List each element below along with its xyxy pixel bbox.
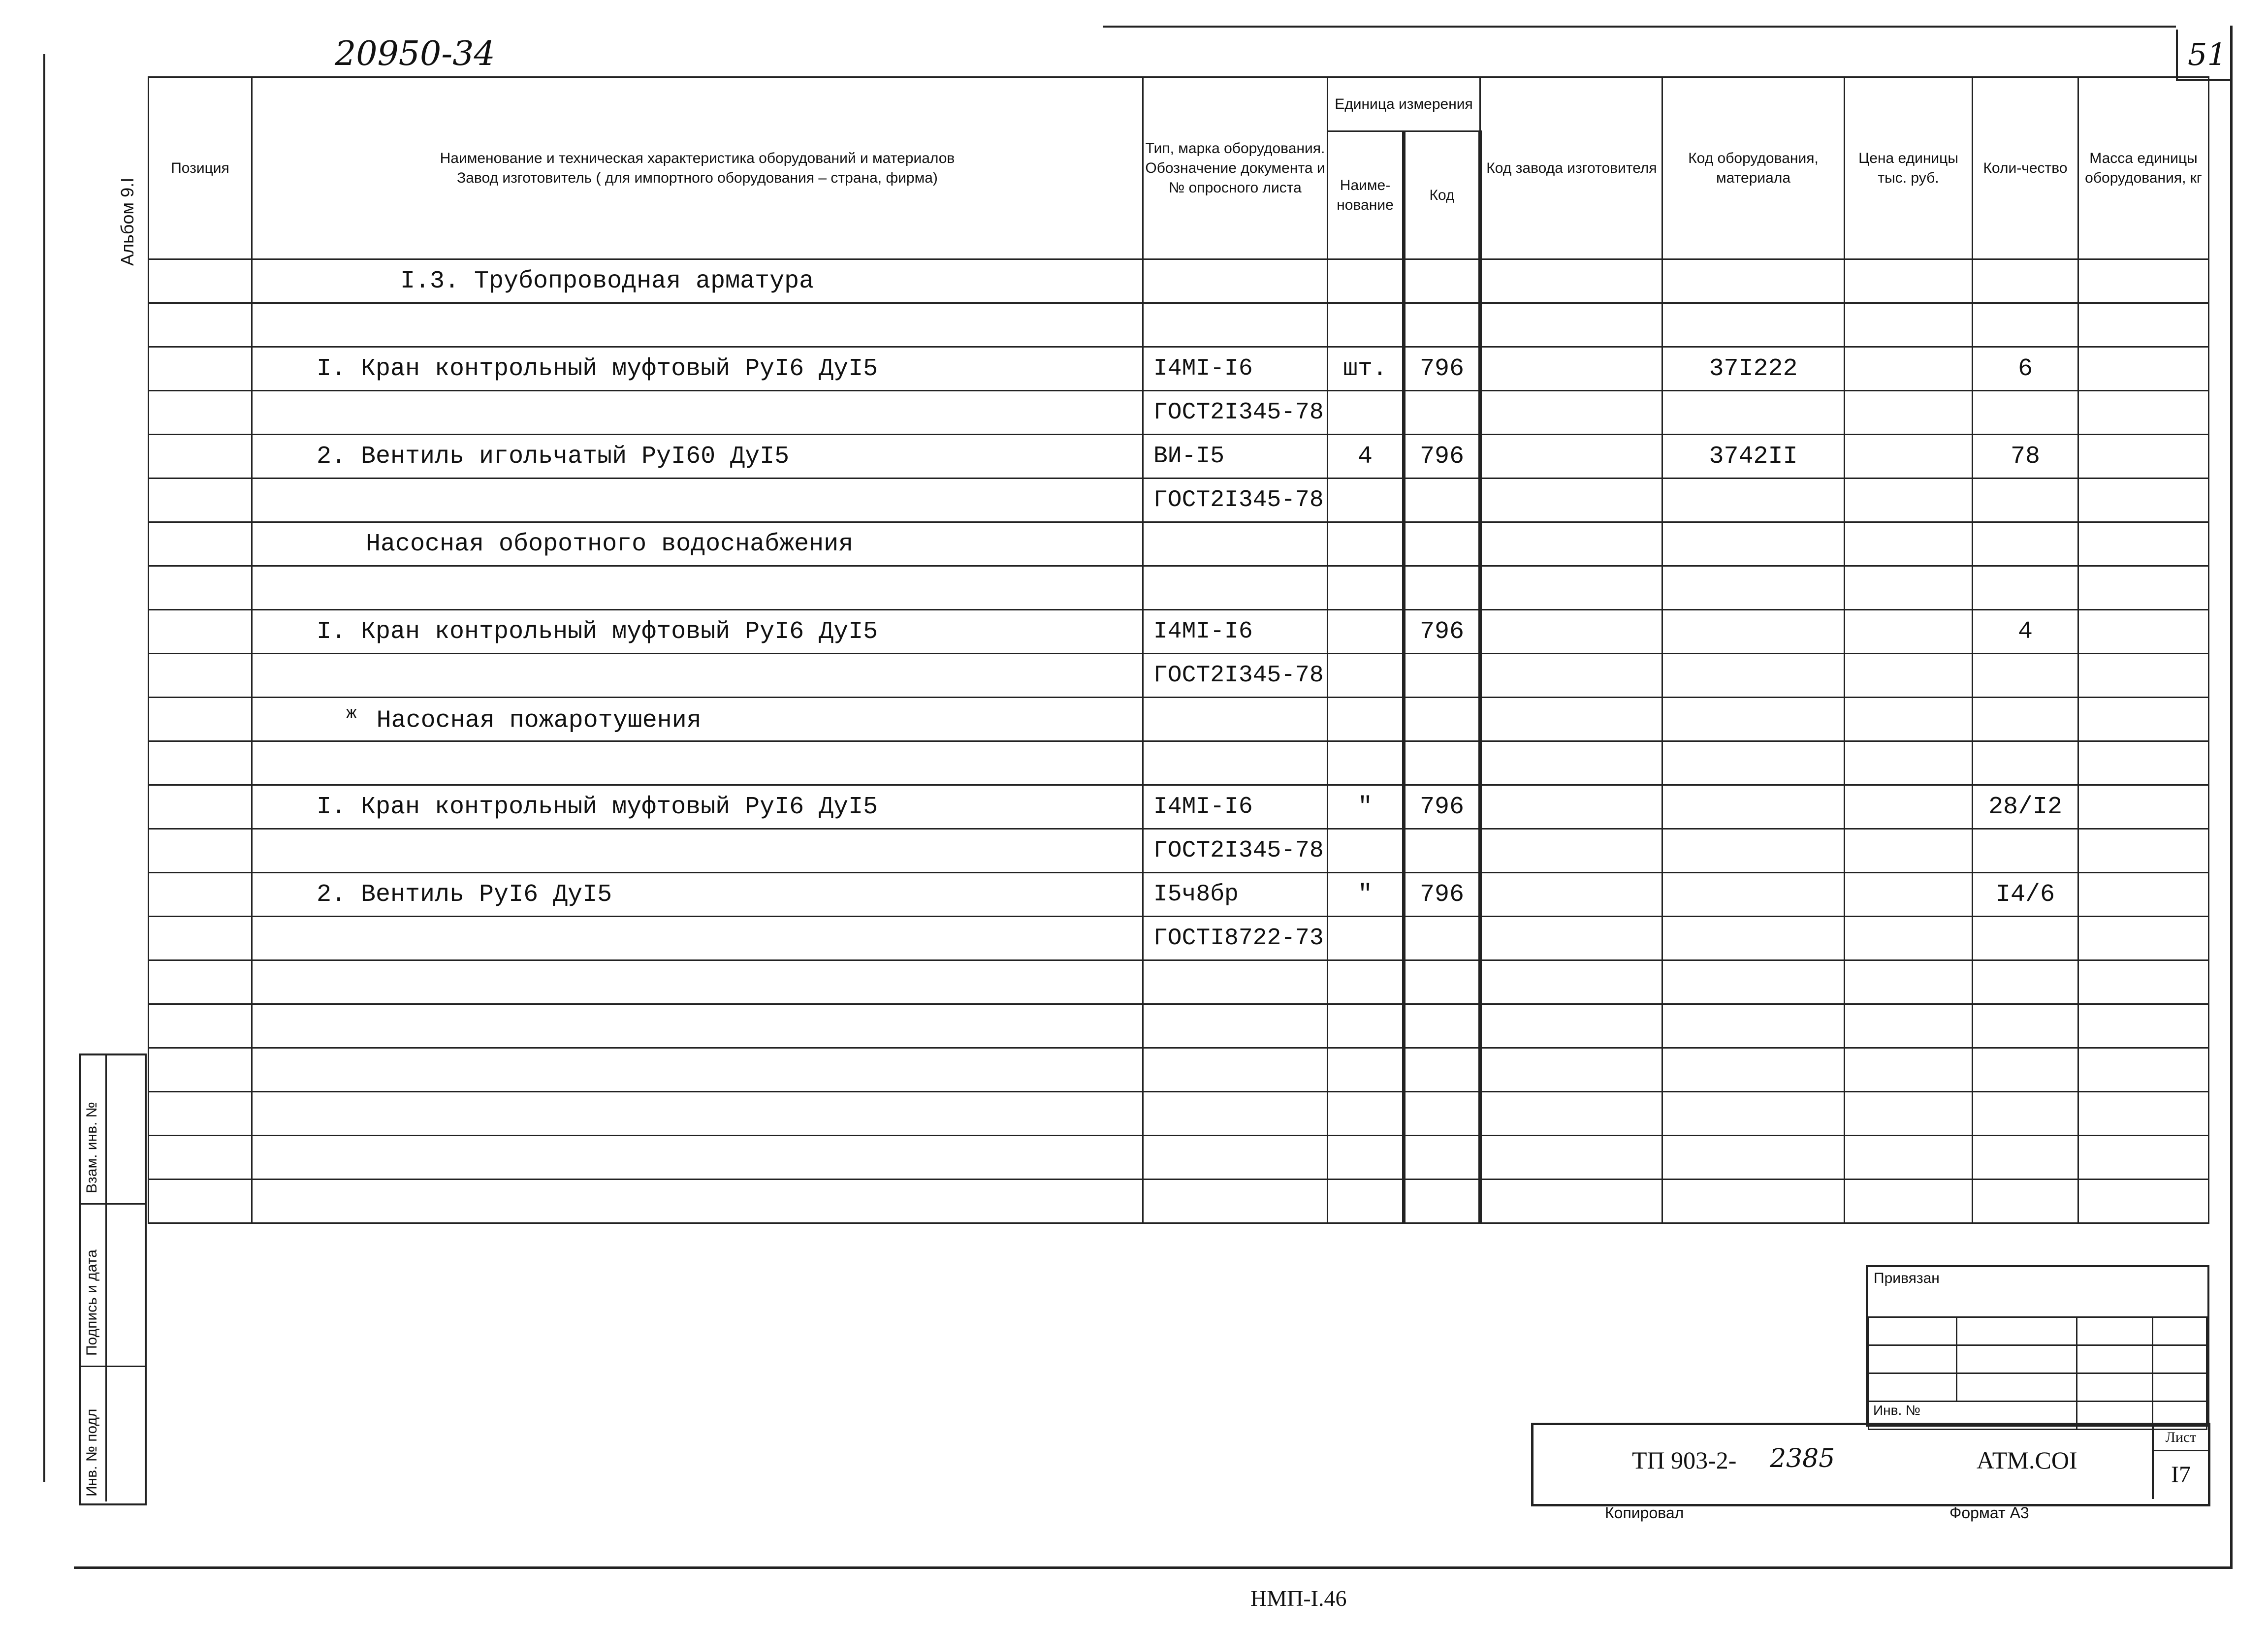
cell-unit-name bbox=[1328, 1048, 1404, 1092]
format-label: Формат А3 bbox=[1949, 1504, 2029, 1522]
cell-name bbox=[252, 522, 1143, 566]
cell-unit-name bbox=[1328, 698, 1404, 741]
cell-equipment-code bbox=[1662, 654, 1845, 698]
cell-position bbox=[149, 1136, 252, 1180]
cell-mark: ГОСТ2I345-78 bbox=[1143, 829, 1328, 873]
cell-mass bbox=[2078, 347, 2209, 391]
table-row bbox=[149, 479, 2209, 522]
header-unit-group: Единица измерения bbox=[1328, 77, 1480, 131]
cell-equipment-code: 3742II bbox=[1662, 435, 1845, 479]
cell-unit-code bbox=[1404, 1180, 1480, 1223]
cell-price bbox=[1845, 741, 1973, 785]
cell-equipment-code bbox=[1662, 917, 1845, 960]
table-row bbox=[149, 1048, 2209, 1092]
table-row bbox=[149, 698, 2209, 741]
cell-mass bbox=[2078, 435, 2209, 479]
cell-mass bbox=[2078, 829, 2209, 873]
table-row bbox=[149, 785, 2209, 829]
kopiroval-label: Копировал bbox=[1605, 1504, 1684, 1522]
cell-quantity bbox=[1973, 960, 2078, 1004]
cell-unit-code bbox=[1404, 698, 1480, 741]
cell-plant-code bbox=[1480, 917, 1662, 960]
binding-grid bbox=[1868, 1316, 2207, 1430]
cell-quantity bbox=[1973, 259, 2078, 303]
cell-price bbox=[1845, 1180, 1973, 1223]
cell-mark bbox=[1143, 1092, 1328, 1136]
cell-unit-code bbox=[1404, 303, 1480, 347]
cell-mass bbox=[2078, 259, 2209, 303]
cell-plant-code bbox=[1480, 741, 1662, 785]
cell-price bbox=[1845, 347, 1973, 391]
cell-mark: ГОСТ2I345-78 bbox=[1143, 479, 1328, 522]
sheet-label: Лист bbox=[2154, 1425, 2208, 1451]
cell-equipment-code bbox=[1662, 1004, 1845, 1048]
side-label-vzam: Взам. инв. № bbox=[84, 1102, 100, 1193]
cell-price bbox=[1845, 1048, 1973, 1092]
cell-plant-code bbox=[1480, 303, 1662, 347]
project-suffix: 2385 bbox=[1770, 1444, 1835, 1473]
privyazan-label: Привязан bbox=[1874, 1270, 1940, 1286]
cell-plant-code bbox=[1480, 1180, 1662, 1223]
header-unit-name: Наиме-нование bbox=[1328, 131, 1404, 259]
cell-unit-code: 796 bbox=[1404, 785, 1480, 829]
cell-quantity bbox=[1973, 829, 2078, 873]
table-row bbox=[149, 873, 2209, 917]
cell-plant-code bbox=[1480, 259, 1662, 303]
cell-position bbox=[149, 654, 252, 698]
cell-plant-code bbox=[1480, 654, 1662, 698]
cell-mark: ГОСТI8722-73 bbox=[1143, 917, 1328, 960]
cell-mark: I4МI-I6 bbox=[1143, 785, 1328, 829]
cell-mass bbox=[2078, 1180, 2209, 1223]
album-number: 20950-34 bbox=[335, 34, 495, 73]
cell-unit-name bbox=[1328, 1092, 1404, 1136]
cell-equipment-code: 37I222 bbox=[1662, 347, 1845, 391]
sheet-box bbox=[2152, 1425, 2208, 1499]
cell-position bbox=[149, 873, 252, 917]
cell-unit-name bbox=[1328, 566, 1404, 610]
cell-position bbox=[149, 698, 252, 741]
cell-plant-code bbox=[1480, 1004, 1662, 1048]
cell-price bbox=[1845, 610, 1973, 654]
cell-mass bbox=[2078, 1136, 2209, 1180]
table-row bbox=[149, 259, 2209, 303]
cell-position bbox=[149, 960, 252, 1004]
cell-mass bbox=[2078, 917, 2209, 960]
side-cell-inv-podl bbox=[81, 1366, 145, 1501]
left-margin-line bbox=[43, 54, 45, 1482]
cell-plant-code bbox=[1480, 698, 1662, 741]
table-row bbox=[149, 347, 2209, 391]
table-row bbox=[149, 741, 2209, 785]
inv-no-label: Инв. № bbox=[1869, 1402, 2077, 1430]
table-row bbox=[149, 960, 2209, 1004]
album-label: Альбом 9.I bbox=[117, 177, 137, 266]
cell-unit-name bbox=[1328, 960, 1404, 1004]
cell-price bbox=[1845, 917, 1973, 960]
cell-price bbox=[1845, 1004, 1973, 1048]
cell-position bbox=[149, 1004, 252, 1048]
cell-quantity bbox=[1973, 654, 2078, 698]
title-block-main bbox=[1531, 1423, 2210, 1506]
cell-quantity bbox=[1973, 1004, 2078, 1048]
cell-mass bbox=[2078, 873, 2209, 917]
cell-mark bbox=[1143, 960, 1328, 1004]
cell-unit-name: " bbox=[1328, 785, 1404, 829]
cell-quantity bbox=[1973, 917, 2078, 960]
cell-unit-code bbox=[1404, 741, 1480, 785]
cell-mark bbox=[1143, 741, 1328, 785]
cell-plant-code bbox=[1480, 566, 1662, 610]
cell-unit-code: 796 bbox=[1404, 435, 1480, 479]
cell-plant-code bbox=[1480, 479, 1662, 522]
cell-mass bbox=[2078, 698, 2209, 741]
cell-equipment-code bbox=[1662, 1048, 1845, 1092]
cell-name bbox=[252, 259, 1143, 303]
side-stamp bbox=[79, 1053, 147, 1505]
cell-mass bbox=[2078, 566, 2209, 610]
header-name-line2: Завод изготовитель ( для импортного оборудования – страна, фирма) bbox=[457, 169, 938, 186]
cell-name bbox=[252, 1004, 1143, 1048]
cell-quantity: 6 bbox=[1973, 347, 2078, 391]
cell-plant-code bbox=[1480, 873, 1662, 917]
cell-mark: ВИ-I5 bbox=[1143, 435, 1328, 479]
cell-quantity bbox=[1973, 741, 2078, 785]
cell-name bbox=[252, 741, 1143, 785]
cell-quantity: I4/6 bbox=[1973, 873, 2078, 917]
cell-quantity bbox=[1973, 566, 2078, 610]
side-cell-vzam bbox=[81, 1055, 145, 1205]
cell-price bbox=[1845, 1136, 1973, 1180]
cell-name bbox=[252, 566, 1143, 610]
cell-unit-code bbox=[1404, 259, 1480, 303]
cell-unit-code bbox=[1404, 391, 1480, 435]
cell-name bbox=[252, 435, 1143, 479]
cell-price bbox=[1845, 391, 1973, 435]
cell-quantity bbox=[1973, 479, 2078, 522]
cell-plant-code bbox=[1480, 522, 1662, 566]
project-code: ТП 903-2- bbox=[1632, 1446, 1737, 1474]
cell-name bbox=[252, 654, 1143, 698]
cell-position bbox=[149, 566, 252, 610]
cell-unit-code: 796 bbox=[1404, 873, 1480, 917]
cell-equipment-code bbox=[1662, 1180, 1845, 1223]
cell-unit-name bbox=[1328, 259, 1404, 303]
header-position: Позиция bbox=[149, 77, 252, 259]
cell-position bbox=[149, 391, 252, 435]
cell-mark bbox=[1143, 698, 1328, 741]
cell-mark: I4МI-I6 bbox=[1143, 347, 1328, 391]
cell-mark: ГОСТ2I345-78 bbox=[1143, 391, 1328, 435]
header-mark: Тип, марка оборудования. Обозначение документа и № опросного листа bbox=[1143, 77, 1328, 259]
cell-name-text: Насосная оборотного водоснабжения bbox=[366, 530, 854, 558]
cell-plant-code bbox=[1480, 610, 1662, 654]
table-row bbox=[149, 610, 2209, 654]
cell-plant-code bbox=[1480, 1048, 1662, 1092]
cell-plant-code bbox=[1480, 785, 1662, 829]
cell-name bbox=[252, 1180, 1143, 1223]
cell-mark: I4МI-I6 bbox=[1143, 610, 1328, 654]
cell-unit-name: 4 bbox=[1328, 435, 1404, 479]
cell-mark bbox=[1143, 1136, 1328, 1180]
cell-mark: I5ч8бр bbox=[1143, 873, 1328, 917]
cell-name bbox=[252, 960, 1143, 1004]
cell-quantity bbox=[1973, 1092, 2078, 1136]
cell-equipment-code bbox=[1662, 873, 1845, 917]
cell-position bbox=[149, 479, 252, 522]
cell-unit-name bbox=[1328, 479, 1404, 522]
cell-position bbox=[149, 347, 252, 391]
cell-unit-name: шт. bbox=[1328, 347, 1404, 391]
cell-equipment-code bbox=[1662, 259, 1845, 303]
cell-price bbox=[1845, 259, 1973, 303]
cell-mark bbox=[1143, 566, 1328, 610]
side-cell-podpis bbox=[81, 1203, 145, 1367]
cell-equipment-code bbox=[1662, 785, 1845, 829]
cell-quantity: 4 bbox=[1973, 610, 2078, 654]
cell-mass bbox=[2078, 1004, 2209, 1048]
cell-unit-code bbox=[1404, 917, 1480, 960]
cell-equipment-code bbox=[1662, 1092, 1845, 1136]
cell-name bbox=[252, 610, 1143, 654]
cell-equipment-code bbox=[1662, 610, 1845, 654]
cell-mass bbox=[2078, 479, 2209, 522]
side-label-podpis: Подпись и дата bbox=[84, 1249, 100, 1356]
cell-unit-name: " bbox=[1328, 873, 1404, 917]
cell-name-text: 2. Вентиль игольчатый РуI60 ДуI5 bbox=[317, 442, 790, 471]
table-row bbox=[149, 303, 2209, 347]
header-unit-code: Код bbox=[1404, 131, 1480, 259]
cell-name-text: Насосная пожаротушения bbox=[376, 706, 702, 735]
cell-price bbox=[1845, 479, 1973, 522]
cell-unit-code bbox=[1404, 1136, 1480, 1180]
cell-name bbox=[252, 785, 1143, 829]
side-label-inv-podl: Инв. № подл bbox=[84, 1408, 100, 1497]
table-row bbox=[149, 829, 2209, 873]
cell-position bbox=[149, 917, 252, 960]
table-row bbox=[149, 435, 2209, 479]
cell-equipment-code bbox=[1662, 566, 1845, 610]
cell-unit-name bbox=[1328, 741, 1404, 785]
cell-unit-code bbox=[1404, 1092, 1480, 1136]
cell-position bbox=[149, 435, 252, 479]
cell-price bbox=[1845, 522, 1973, 566]
cell-mass bbox=[2078, 1048, 2209, 1092]
cell-plant-code bbox=[1480, 1092, 1662, 1136]
cell-price bbox=[1845, 785, 1973, 829]
cell-name bbox=[252, 917, 1143, 960]
cell-unit-name bbox=[1328, 654, 1404, 698]
cell-unit-name bbox=[1328, 522, 1404, 566]
cell-position bbox=[149, 259, 252, 303]
cell-position bbox=[149, 741, 252, 785]
title-block-binding bbox=[1866, 1265, 2209, 1427]
cell-equipment-code bbox=[1662, 303, 1845, 347]
cell-price bbox=[1845, 698, 1973, 741]
cell-mass bbox=[2078, 960, 2209, 1004]
cell-quantity: 78 bbox=[1973, 435, 2078, 479]
cell-mass bbox=[2078, 303, 2209, 347]
cell-price bbox=[1845, 960, 1973, 1004]
cell-name-text: 2. Вентиль РуI6 ДуI5 bbox=[317, 880, 612, 909]
table-row bbox=[149, 654, 2209, 698]
cell-mark: ГОСТ2I345-78 bbox=[1143, 654, 1328, 698]
cell-price bbox=[1845, 435, 1973, 479]
cell-quantity: 28/I2 bbox=[1973, 785, 2078, 829]
cell-mass bbox=[2078, 785, 2209, 829]
header-equipment-code: Код оборудования, материала bbox=[1662, 77, 1845, 259]
cell-equipment-code bbox=[1662, 1136, 1845, 1180]
cell-unit-code bbox=[1404, 1048, 1480, 1092]
cell-quantity bbox=[1973, 1136, 2078, 1180]
cell-position bbox=[149, 522, 252, 566]
cell-quantity bbox=[1973, 1180, 2078, 1223]
cell-name bbox=[252, 391, 1143, 435]
header-price: Цена единицы тыс. руб. bbox=[1845, 77, 1973, 259]
cell-unit-code bbox=[1404, 1004, 1480, 1048]
cell-position bbox=[149, 303, 252, 347]
table-row bbox=[149, 566, 2209, 610]
cell-quantity bbox=[1973, 1048, 2078, 1092]
cell-unit-code: 796 bbox=[1404, 610, 1480, 654]
cell-name bbox=[252, 873, 1143, 917]
cell-unit-name bbox=[1328, 1004, 1404, 1048]
cell-unit-name bbox=[1328, 1136, 1404, 1180]
cell-price bbox=[1845, 654, 1973, 698]
doc-code: АТМ.СОI bbox=[1977, 1446, 2077, 1474]
cell-equipment-code bbox=[1662, 391, 1845, 435]
cell-name-text: I. Кран контрольный муфтовый РуI6 ДуI5 bbox=[317, 793, 878, 821]
cell-name bbox=[252, 347, 1143, 391]
sheet-number: 51 bbox=[2188, 36, 2227, 72]
cell-position bbox=[149, 610, 252, 654]
header-mass: Масса единицы оборудования, кг bbox=[2078, 77, 2209, 259]
cell-quantity bbox=[1973, 391, 2078, 435]
cell-plant-code bbox=[1480, 435, 1662, 479]
cell-name bbox=[252, 1048, 1143, 1092]
cell-price bbox=[1845, 303, 1973, 347]
cell-plant-code bbox=[1480, 960, 1662, 1004]
table-row bbox=[149, 917, 2209, 960]
cell-name bbox=[252, 1092, 1143, 1136]
cell-quantity bbox=[1973, 698, 2078, 741]
cell-equipment-code bbox=[1662, 960, 1845, 1004]
header-plant-code: Код завода изготовителя bbox=[1480, 77, 1662, 259]
cell-position bbox=[149, 1180, 252, 1223]
cell-unit-name bbox=[1328, 917, 1404, 960]
cell-unit-code bbox=[1404, 566, 1480, 610]
cell-price bbox=[1845, 566, 1973, 610]
cell-name-text: I. Кран контрольный муфтовый РуI6 ДуI5 bbox=[317, 617, 878, 646]
cell-name bbox=[252, 303, 1143, 347]
cell-plant-code bbox=[1480, 829, 1662, 873]
cell-mark bbox=[1143, 303, 1328, 347]
cell-name-text: I.3. Трубопроводная арматура bbox=[400, 267, 814, 295]
cell-unit-code bbox=[1404, 654, 1480, 698]
cell-name bbox=[252, 479, 1143, 522]
cell-mass bbox=[2078, 391, 2209, 435]
header-name-line1: Наименование и техническая характеристика оборудований и материалов bbox=[440, 150, 955, 166]
bottom-code: НМП-I.46 bbox=[1250, 1586, 1347, 1611]
cell-price bbox=[1845, 873, 1973, 917]
cell-price bbox=[1845, 1092, 1973, 1136]
cell-unit-code bbox=[1404, 522, 1480, 566]
cell-name bbox=[252, 1136, 1143, 1180]
cell-plant-code bbox=[1480, 347, 1662, 391]
cell-mark bbox=[1143, 1048, 1328, 1092]
specification-body bbox=[149, 259, 2209, 1223]
cell-equipment-code bbox=[1662, 741, 1845, 785]
sheet-value: I7 bbox=[2171, 1462, 2191, 1488]
cell-unit-name bbox=[1328, 391, 1404, 435]
header-name bbox=[252, 77, 1143, 259]
cell-unit-name bbox=[1328, 303, 1404, 347]
cell-plant-code bbox=[1480, 1136, 1662, 1180]
cell-mark bbox=[1143, 522, 1328, 566]
cell-unit-code bbox=[1404, 829, 1480, 873]
cell-equipment-code bbox=[1662, 829, 1845, 873]
cell-plant-code bbox=[1480, 391, 1662, 435]
table-row bbox=[149, 391, 2209, 435]
cell-mass bbox=[2078, 1092, 2209, 1136]
cell-mass bbox=[2078, 522, 2209, 566]
cell-mass bbox=[2078, 654, 2209, 698]
cell-mark bbox=[1143, 1004, 1328, 1048]
specification-table bbox=[148, 76, 2209, 1224]
cell-position bbox=[149, 1048, 252, 1092]
cell-position bbox=[149, 1092, 252, 1136]
sheet-number-box bbox=[2176, 30, 2232, 81]
cell-quantity bbox=[1973, 522, 2078, 566]
footnote-mark: ж bbox=[346, 703, 357, 724]
cell-equipment-code bbox=[1662, 479, 1845, 522]
cell-name bbox=[252, 829, 1143, 873]
cell-mark bbox=[1143, 259, 1328, 303]
cell-unit-code: 796 bbox=[1404, 347, 1480, 391]
table-row bbox=[149, 522, 2209, 566]
cell-unit-name bbox=[1328, 610, 1404, 654]
cell-position bbox=[149, 829, 252, 873]
cell-mass bbox=[2078, 610, 2209, 654]
cell-unit-code bbox=[1404, 960, 1480, 1004]
cell-mass bbox=[2078, 741, 2209, 785]
cell-name-text: I. Кран контрольный муфтовый РуI6 ДуI5 bbox=[317, 354, 878, 383]
cell-position bbox=[149, 785, 252, 829]
cell-mark bbox=[1143, 1180, 1328, 1223]
table-row bbox=[149, 1004, 2209, 1048]
cell-quantity bbox=[1973, 303, 2078, 347]
cell-price bbox=[1845, 829, 1973, 873]
cell-equipment-code bbox=[1662, 698, 1845, 741]
table-row bbox=[149, 1136, 2209, 1180]
cell-name bbox=[252, 698, 1143, 741]
cell-unit-name bbox=[1328, 1180, 1404, 1223]
table-row bbox=[149, 1180, 2209, 1223]
header-quantity: Коли-чество bbox=[1973, 77, 2078, 259]
cell-unit-name bbox=[1328, 829, 1404, 873]
cell-equipment-code bbox=[1662, 522, 1845, 566]
table-row bbox=[149, 1092, 2209, 1136]
cell-unit-code bbox=[1404, 479, 1480, 522]
